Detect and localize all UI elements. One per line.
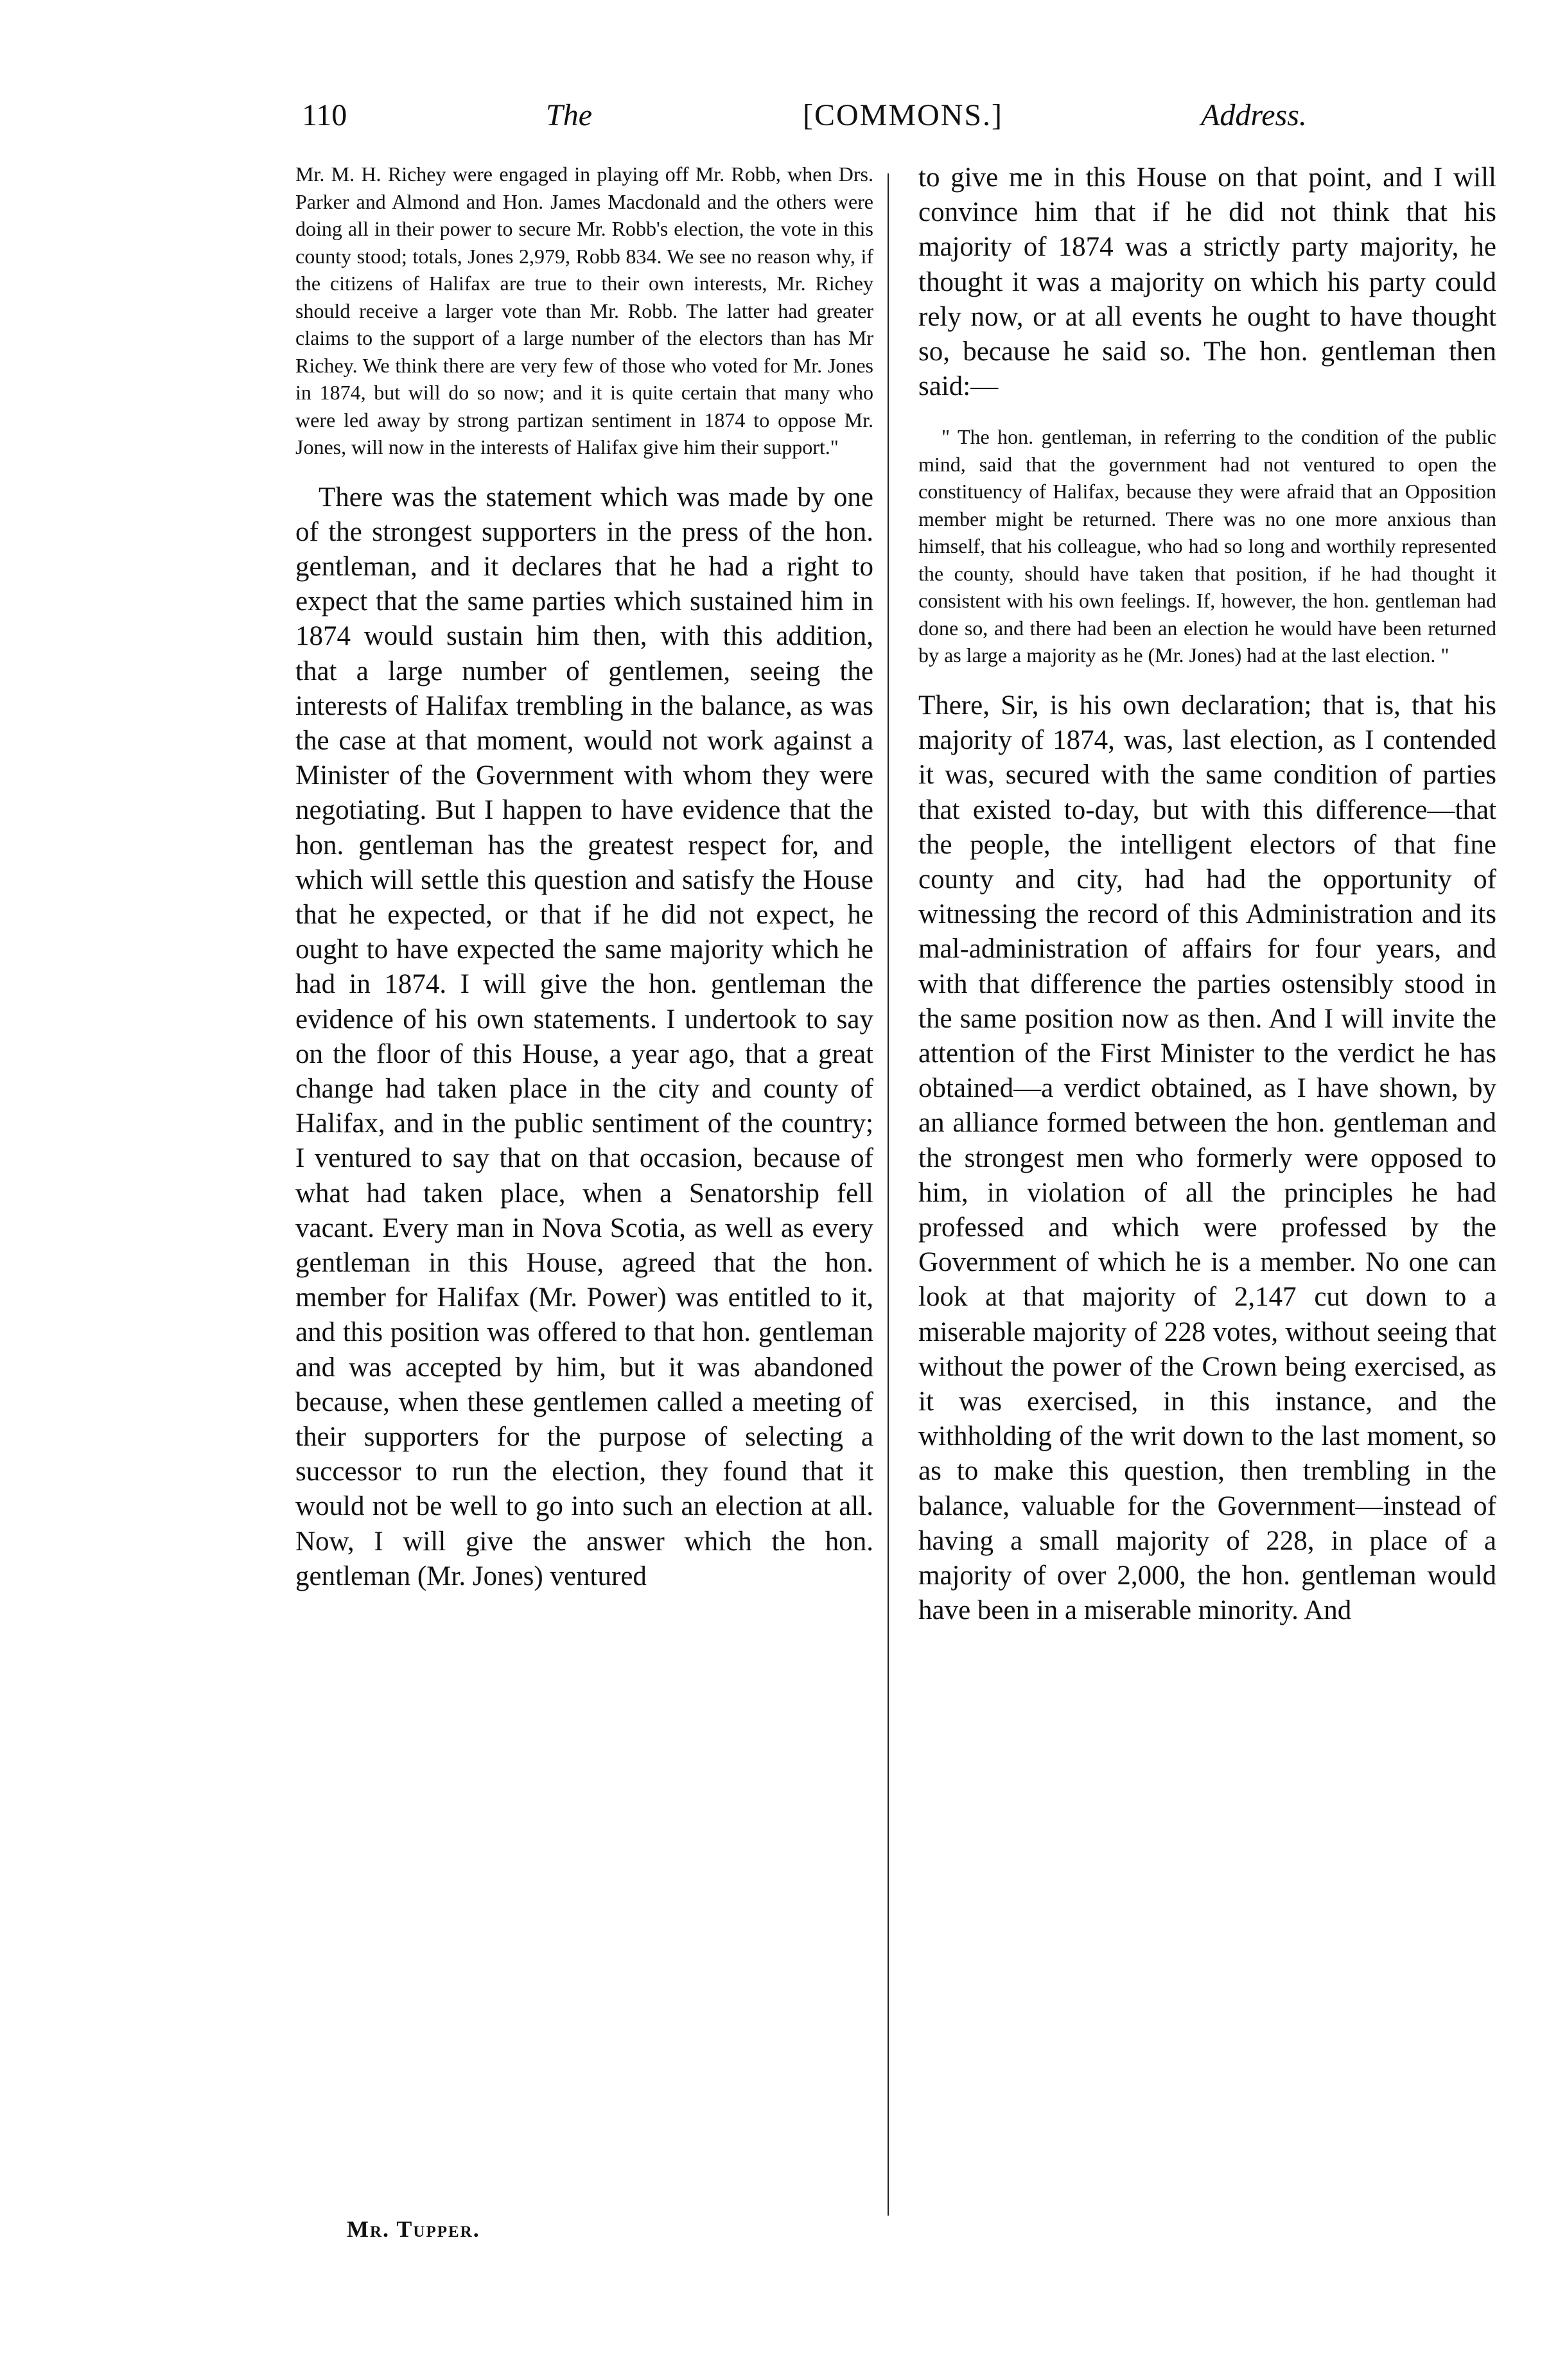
right-column [918, 161, 1496, 1628]
body-paragraph: There was the statement which was made by one of the strongest supporters in the press of the hon. gentleman, and it declares that he had a right to expect that the same parties which sustained him in 1874 would sustain him then, with this addition, that a large number of gentlemen, seeing the interests of Halifax trembling in the balance, as was the case at that moment, would not work against a Minister of the Government with whom they were negotiating. But I happen to have evidence that the hon. gentleman has the greatest respect for, and which will settle this question and satisfy the House that he expected, or that if he did not expect, he ought to have expected the same majority which he had in 1874. I will give the hon. gentleman the evidence of his own statements. I undertook to say on the floor of this House, a year ago, that a great change had taken place in the city and county of Halifax, and in the public sentiment of the country; I ventured to say that on that occasion, because of what had taken place, when a Senatorship fell vacant. Every man in Nova Scotia, as well as every gentleman in this House, agreed that the hon. member for Halifax (Mr. Power) was entitled to it, and this position was offered to that hon. gentleman and was accepted by him, but it was abandoned because, when these gentlemen called a meeting of their supporters for the purpose of selecting a successor to run the election, they found that it would not be well to go into such an election at all. Now, I will give the answer which the hon. gentleman (Mr. Jones) ventured [295, 482, 873, 1591]
speaker-footer: Mr. Tupper. [347, 2216, 480, 2242]
speech-quote [918, 423, 1496, 669]
quote-paragraph: " The hon. gentleman, in referring to the condition of the public mind, said that the government had not ventured to open the constituency of Halifax, because they were afraid that an Opposition member might be returned. There was no one more anxious than himself, that his colleague, who had so long and worthily represented the county, should have taken that position, if he had thought it consistent with his own feelings. If, however, the hon. gentleman had done so, and there had been an election he would have been returned by as large a majority as he (Mr. Jones) had at the last election. " [918, 425, 1496, 667]
running-head-center: [COMMONS.] [803, 98, 1004, 132]
left-body [295, 480, 873, 1595]
page-header [302, 96, 1342, 148]
intro-paragraph: to give me in this House on that point, and I will convince him that if he did not think that his majority of 1874 was a strictly party majority, he thought it was a majority on which his party could rely now, or at all events he ought to have thought so, because he said so. The hon. gentleman then said:— [918, 162, 1496, 402]
quote-paragraph: Mr. M. H. Richey were engaged in playing off Mr. Robb, when Drs. Parker and Almond and Hon. James Macdonald and the others were doing all in their power to secure Mr. Robb's election, the vote in this county stood; totals, Jones 2,979, Robb 834. We see no reason why, if the citizens of Halifax are true to their own interests, Mr. Richey should receive a larger vote than Mr. Robb. The latter had greater claims to the support of a large number of the electors than has Mr Richey. We think there are very few of those who voted for Mr. Jones in 1874, but will do so now; and it is quite certain that many who were led away by strong partizan sentiment in 1874 to oppose Mr. Jones, will now in the interests of Halifax give him their support." [295, 162, 873, 459]
running-head-left: The [546, 98, 592, 132]
page-number: 110 [302, 98, 347, 132]
left-column [295, 161, 873, 1594]
body-paragraph: There, Sir, is his own declaration; that is, that his majority of 1874, was, last election, as I contended it was, secured with the same condition of parties that existed to-day, but with this difference—that the people, the intelligent electors of that fine county and city, had had the opportunity of witnessing the record of this Administration and its mal-administration of affairs for four years, and with that difference the parties ostensibly stood in the same position now as then. And I will invite the attention of the First Minister to the verdict he has obtained—a verdict obtained, as I have shown, by an alliance formed between the hon. gentleman and the strongest men who formerly were opposed to him, in violation of all the principles he had professed and which were professed by the Government of which he is a member. No one can look at that majority of 2,147 cut down to a miserable majority of 228 votes, without seeing that without the power of the Crown being exercised, as it was exercised, in this instance, and the withholding of the writ down to the last moment, so as to make this question, then trembling in the balance, valuable for the Government—instead of having a small majority of 228, in place of a majority of over 2,000, the hon. gentleman would have been in a miserable minority. And [918, 690, 1496, 1626]
newspaper-quote [295, 161, 873, 461]
running-head-right: Address. [1201, 98, 1307, 132]
column-divider [888, 173, 889, 2216]
right-intro [918, 161, 1496, 404]
right-body [918, 688, 1496, 1628]
